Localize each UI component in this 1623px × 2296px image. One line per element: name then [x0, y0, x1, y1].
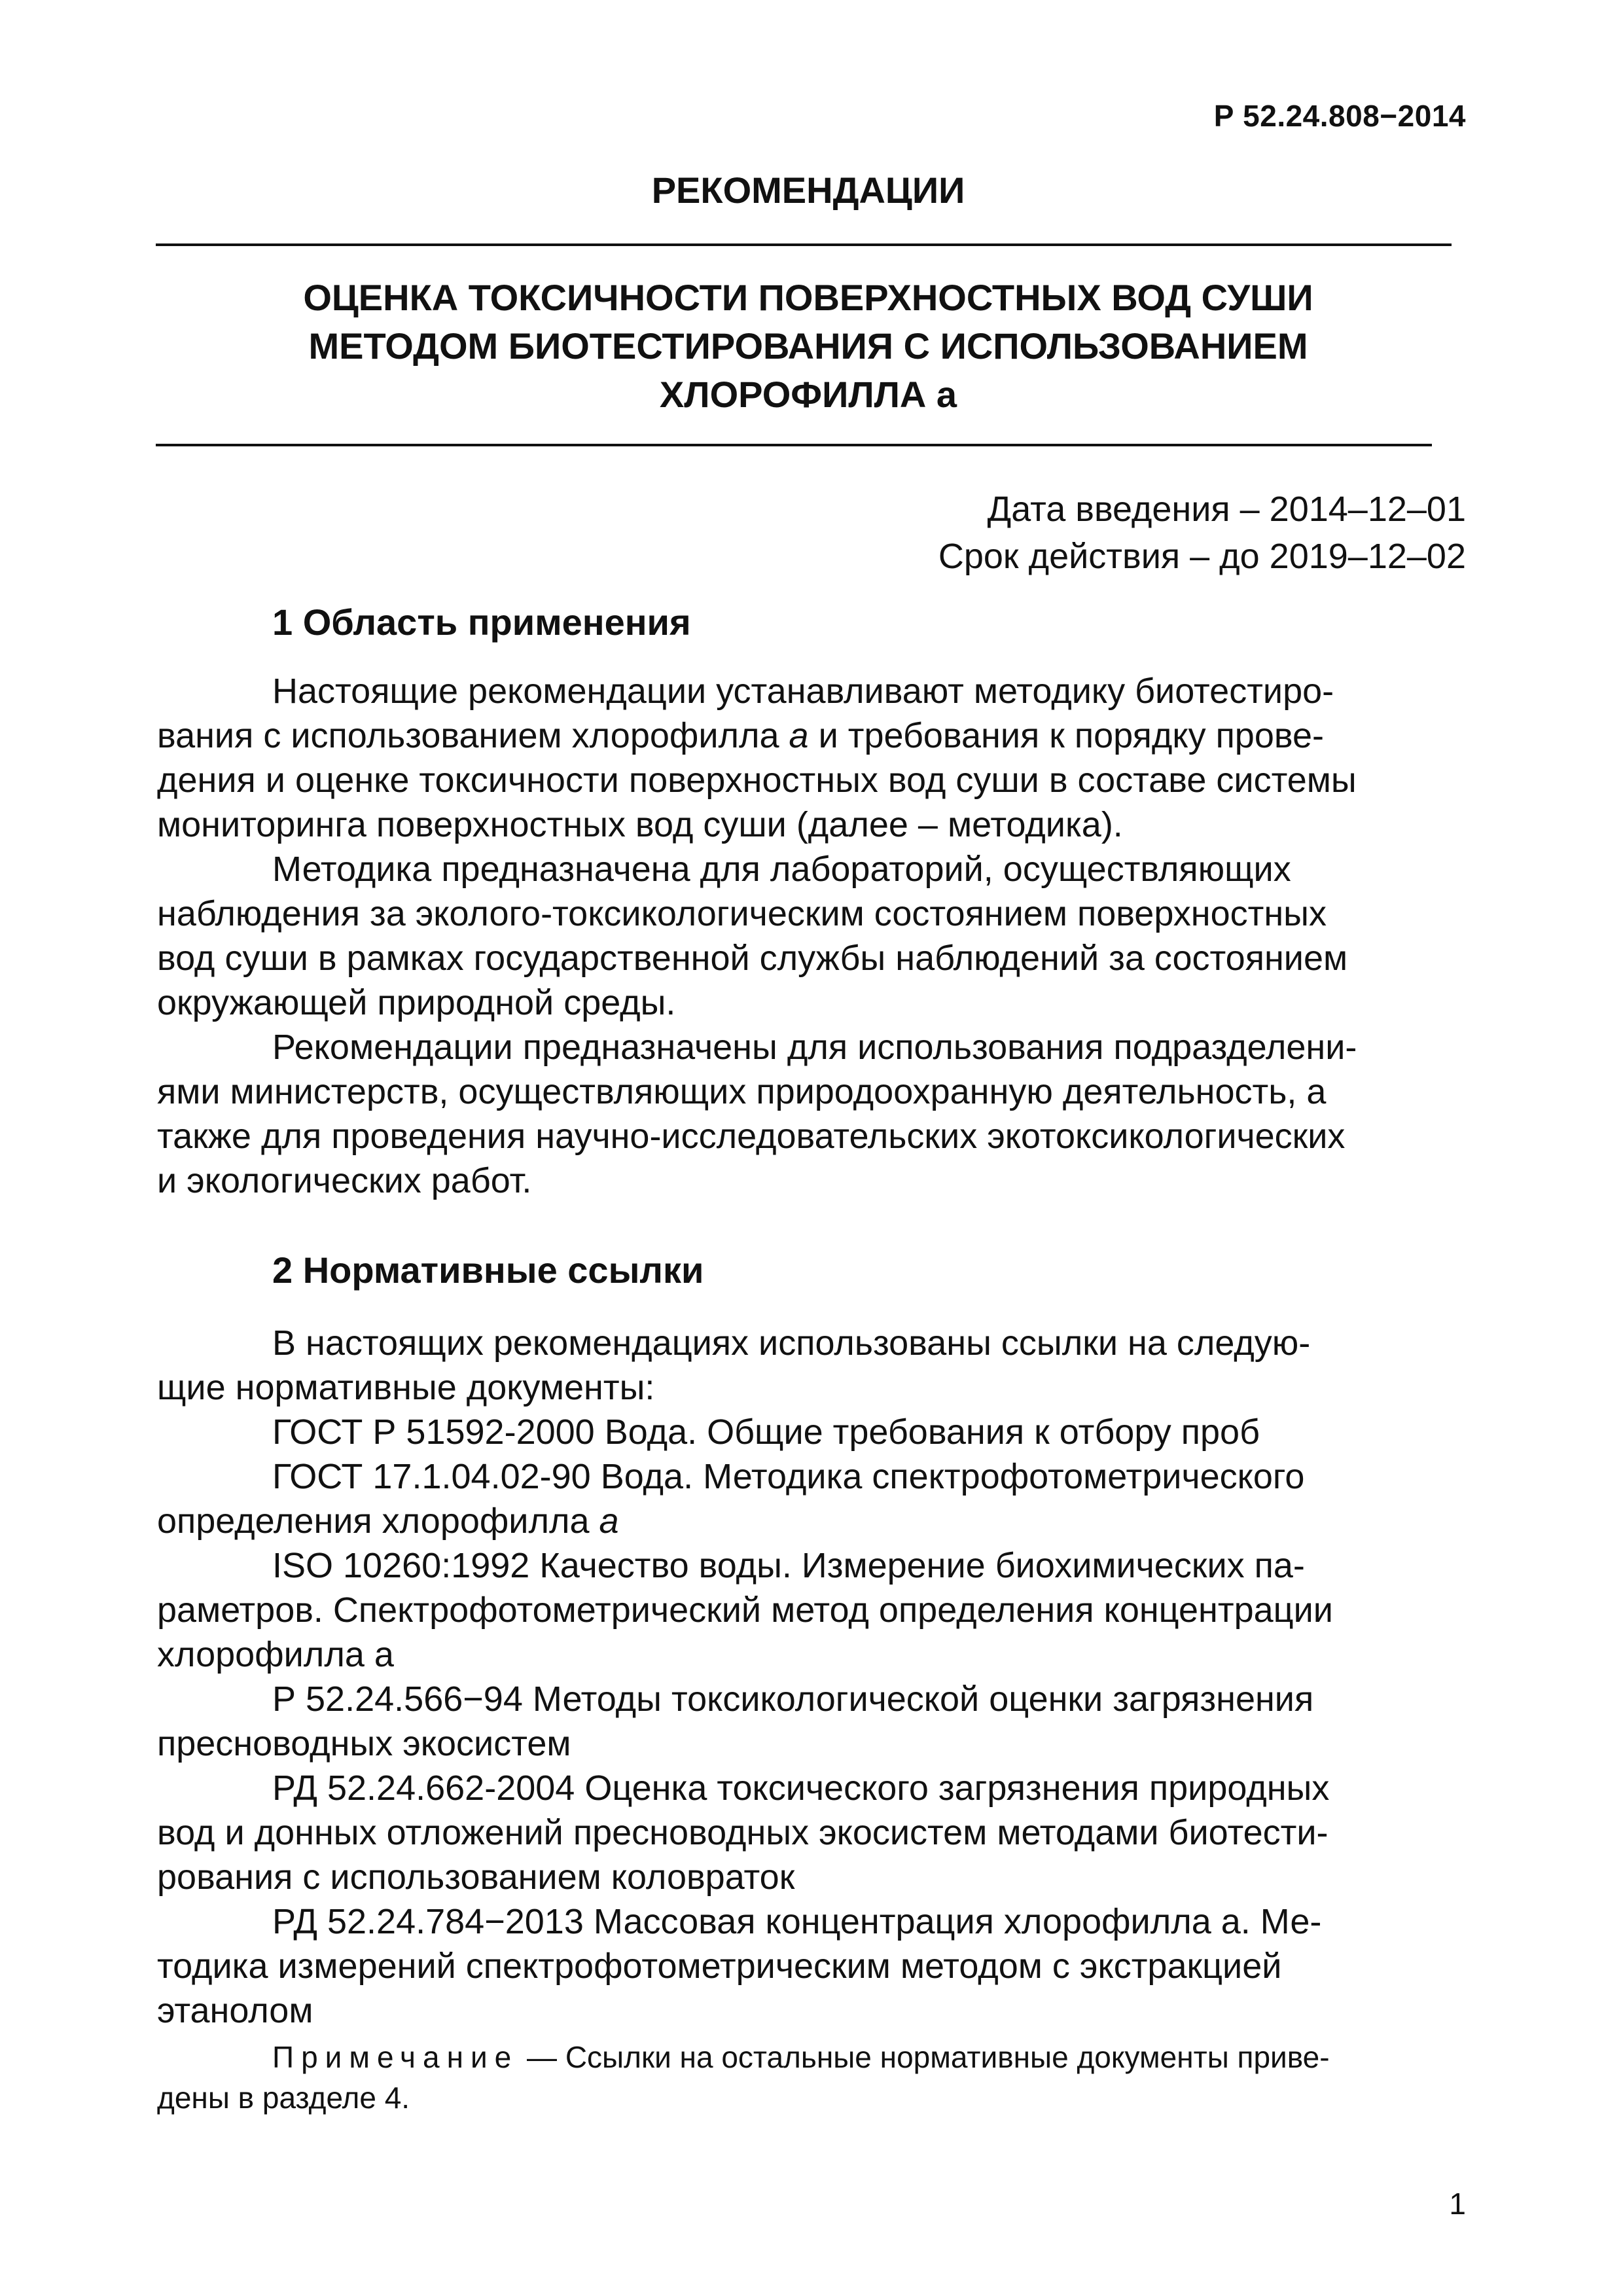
- section-1-body: [157, 669, 1459, 1203]
- note-label: Примечание: [272, 2040, 519, 2074]
- doc-title-line: ОЦЕНКА ТОКСИЧНОСТИ ПОВЕРХНОСТНЫХ ВОД СУШИ: [303, 277, 1313, 318]
- section-2-body: [157, 1321, 1459, 2033]
- paragraph-line: окружающей природной среды.: [157, 983, 676, 1022]
- doc-type: РЕКОМЕНДАЦИИ: [651, 170, 965, 211]
- note-line: дены в разделе 4.: [157, 2081, 410, 2115]
- paragraph-line: [157, 713, 1459, 758]
- section-1-heading: 1 Область применения: [272, 601, 691, 643]
- reference-line: РД 52.24.662-2004 Оценка токсического загрязнения природных: [272, 1768, 1330, 1808]
- paragraph-line: также для проведения научно-исследовательских экотоксикологических: [157, 1117, 1346, 1156]
- paragraph-line: и экологических работ.: [157, 1161, 532, 1200]
- divider-top: [156, 243, 1452, 246]
- reference-line: этанолом: [157, 1991, 313, 2030]
- paragraph-line: Рекомендации предназначены для использования подразделени-: [272, 1028, 1357, 1067]
- doc-title: [157, 274, 1459, 419]
- italic-text: а: [789, 716, 809, 755]
- section-2-heading: 2 Нормативные ссылки: [272, 1249, 704, 1291]
- page-number: 1: [1449, 2187, 1466, 2221]
- reference-line: ISO 10260:1992 Качество воды. Измерение биохимических па-: [272, 1546, 1305, 1585]
- paragraph-line: Методика предназначена для лабораторий, осуществляющих: [272, 850, 1291, 889]
- paragraph-line: дения и оценке токсичности поверхностных вод суши в составе системы: [157, 761, 1357, 800]
- dates-block: [938, 486, 1466, 580]
- note-line: [157, 2037, 1459, 2077]
- paragraph-line: В настоящих рекомендациях использованы ссылки на следую-: [272, 1323, 1311, 1363]
- italic-text: а: [599, 1501, 619, 1541]
- reference-line: рования с использованием коловраток: [157, 1857, 795, 1897]
- note-block: [157, 2037, 1459, 2118]
- divider-bottom: [156, 444, 1432, 446]
- reference-line: [157, 1499, 1459, 1543]
- reference-line: ГОСТ 17.1.04.02-90 Вода. Методика спектрофотометрического: [272, 1457, 1305, 1496]
- paragraph-line: Настоящие рекомендации устанавливают методику биотестиро-: [272, 672, 1334, 711]
- text-run: и требования к порядку прове-: [808, 716, 1324, 755]
- doc-title-line: МЕТОДОМ БИОТЕСТИРОВАНИЯ С ИСПОЛЬЗОВАНИЕМ: [308, 325, 1308, 367]
- doc-number: Р 52.24.808−2014: [1213, 99, 1466, 133]
- paragraph-line: щие нормативные документы:: [157, 1368, 655, 1407]
- reference-line: РД 52.24.784−2013 Массовая концентрация хлорофилла а. Ме-: [272, 1902, 1322, 1941]
- reference-line: Р 52.24.566−94 Методы токсикологической оценки загрязнения: [272, 1679, 1314, 1719]
- reference-line: вод и донных отложений пресноводных экосистем методами биотести-: [157, 1813, 1329, 1852]
- paragraph-line: ями министерств, осуществляющих природоохранную деятельность, а: [157, 1072, 1327, 1111]
- reference-line: хлорофилла а: [157, 1635, 394, 1674]
- reference-line: ГОСТ Р 51592-2000 Вода. Общие требования к отбору проб: [272, 1412, 1260, 1452]
- reference-line: тодика измерений спектрофотометрическим методом с экстракцией: [157, 1946, 1282, 1986]
- paragraph-line: вод суши в рамках государственной службы наблюдений за состоянием: [157, 939, 1348, 978]
- reference-line: пресноводных экосистем: [157, 1724, 571, 1763]
- text-run: вания с использованием хлорофилла: [157, 716, 789, 755]
- text-run: определения хлорофилла: [157, 1501, 599, 1541]
- intro-date: Дата введения – 2014–12–01: [987, 490, 1466, 529]
- reference-line: раметров. Спектрофотометрический метод определения концентрации: [157, 1590, 1333, 1630]
- doc-title-line: ХЛОРОФИЛЛА а: [659, 374, 957, 415]
- note-text: — Ссылки на остальные нормативные документы приве-: [518, 2040, 1330, 2074]
- paragraph-line: наблюдения за эколого-токсикологическим состоянием поверхностных: [157, 894, 1327, 933]
- paragraph-line: мониторинга поверхностных вод суши (далее – методика).: [157, 805, 1123, 844]
- validity-date: Срок действия – до 2019–12–02: [938, 537, 1466, 576]
